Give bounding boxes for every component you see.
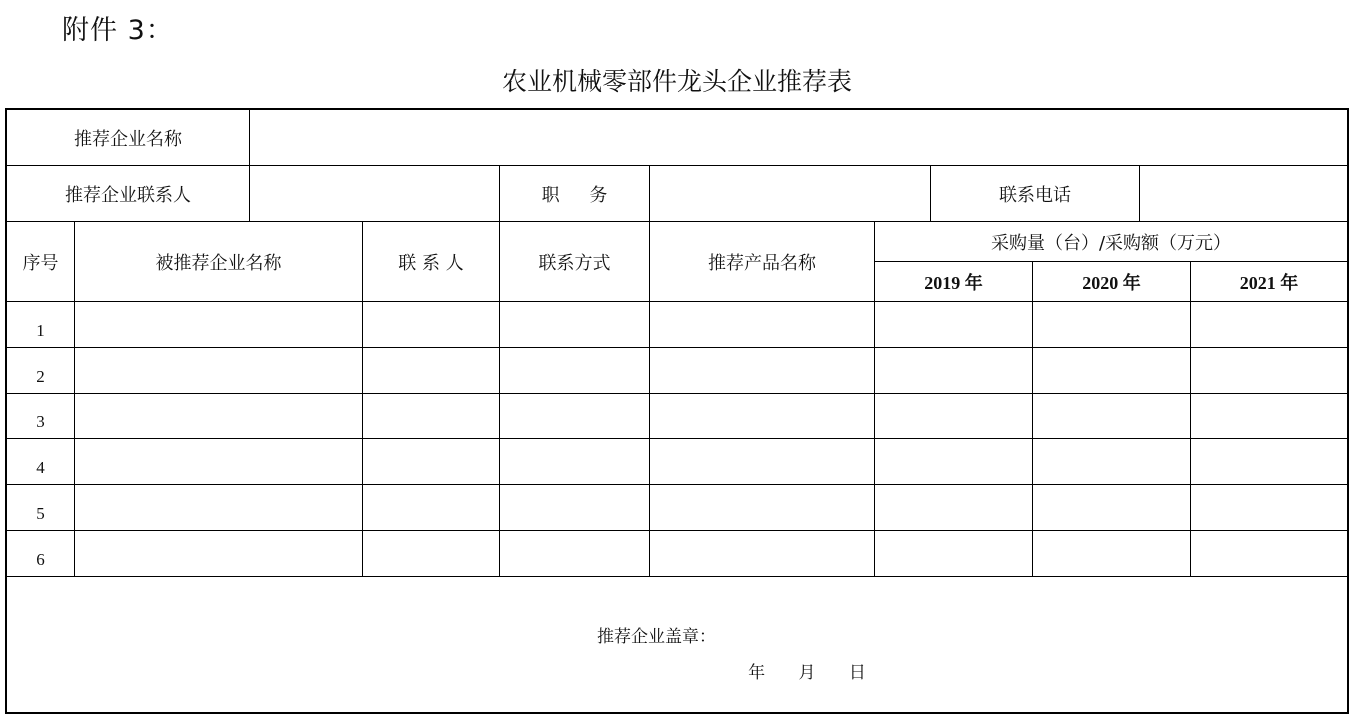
col-header-seq: 序号 [22,252,59,274]
col-header-year-2021 [1191,262,1347,301]
col-header-year-2019 [875,262,1032,301]
col-divider [1032,261,1033,577]
col-header-purchase-group: 采购量（台）/采购额（万元） [990,232,1232,254]
phone-field[interactable] [1140,166,1347,221]
row-divider [7,576,1347,577]
row-divider [7,393,1347,394]
position-label: 职 务 [541,184,608,206]
row-divider [7,347,1347,348]
recommendation-form-table [5,108,1349,714]
row-number: 1 [36,321,45,340]
col-header-contact-method: 联系方式 [538,252,611,274]
row-divider [7,484,1347,485]
row-number: 6 [36,550,45,569]
col-header-contact-person: 联 系 人 [398,252,464,274]
seal-label: 推荐企业盖章： [597,626,716,647]
row-divider [7,301,1347,302]
recommending-company-name-field[interactable] [250,110,1347,165]
col-divider [1190,261,1191,577]
row-divider [7,438,1347,439]
recommending-contact-field[interactable] [250,166,499,221]
year-2021-label: 2021 年 [1239,272,1299,293]
col-header-year-2020 [1033,262,1190,301]
recommending-company-name-label: 推荐企业名称 [74,128,182,150]
date-label: 年 月 日 [748,662,866,683]
phone-label: 联系电话 [999,184,1071,206]
year-2019-label: 2019 年 [924,272,983,293]
attachment-label: 附件 3： [62,15,174,46]
row-number: 2 [36,367,45,386]
document-title: 农业机械零部件龙头企业推荐表 [501,67,852,96]
row-divider [7,530,1347,531]
col-header-product: 推荐产品名称 [708,252,816,274]
row-number: 3 [36,412,45,431]
position-field[interactable] [650,166,930,221]
recommending-contact-label: 推荐企业联系人 [65,184,191,206]
row-number: 4 [36,458,45,477]
row-number: 5 [36,504,45,523]
year-2020-label: 2020 年 [1082,272,1141,293]
col-header-company: 被推荐企业名称 [155,252,282,274]
